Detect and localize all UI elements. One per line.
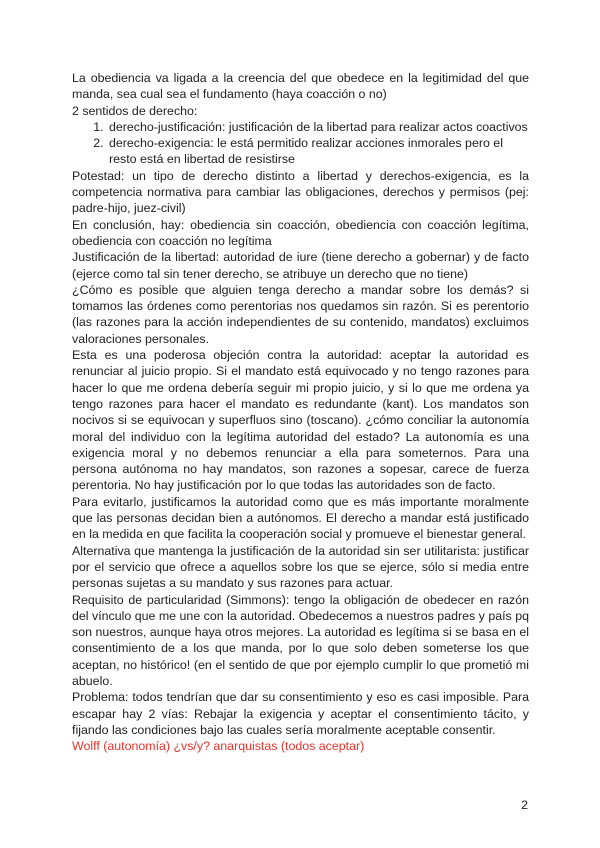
paragraph-particularidad: Requisito de particularidad (Simmons): tengo la obligación de obedecer en razón del vínculo que me une con la autoridad. Obedecemos a nuestros padres y país pq son nuestros, aunque haya otros mejores. La autoridad es legítima si se basa en el consentimiento de a los que manda, por lo que solo deben someterse los que aceptan, no histórico! (en el sentido de que por ejemplo cumplir lo que prometió mi abuelo. <box>72 592 529 688</box>
paragraph-problema: Problema: todos tendrían que dar su consentimiento y eso es casi imposible. Para escapar hay 2 vías: Rebajar la exigencia y aceptar el consentimiento tácito, y fijando las condiciones bajo las cuales sería moralmente aceptable consentir. <box>72 690 529 737</box>
list-item: 2. derecho-exigencia: le está permitido realizar acciones inmorales pero el resto está en libertad de resistirse <box>107 135 529 168</box>
paragraph-obediencia: La obediencia va ligada a la creencia del que obedece en la legitimidad del que manda, sea cual sea el fundamento (haya coacción o no) <box>72 71 529 102</box>
red-note: Wolff (autonomía) ¿vs/y? anarquistas (todos aceptar) <box>72 739 365 754</box>
paragraph-alternativa: Alternativa que mantenga la justificación de la autoridad sin ser utilitarista: justificar por el servicio que ofrece a aquellos sobre los que se ejerce, sólo si media entre personas sujetas a su mandato y sus razones para actuar. <box>72 543 529 591</box>
paragraph-justificacion: Justificación de la libertad: autoridad de iure (tiene derecho a gobernar) y de facto (ejerce como tal sin tener derecho, se atribuye un derecho que no tiene) <box>72 250 529 281</box>
paragraph-objecion: Esta es una poderosa objeción contra la autoridad: aceptar la autoridad es renunciar al juicio propio. Si el mandato está equivocado y no tengo razones para hacer lo que me ordena debería seguir mi propio juicio, y si lo que me ordena ya tengo razones para hacer el mandato es redundante (kant). Los mandatos son nocivos si se equivocan y superfluos sino (toscano). ¿cómo conciliar la autonomía moral del individuo con la legítima autoridad del estado? La autonomía es una exigencia moral y no debemos renunciar a ella para someternos. Para una persona autónoma no hay mandatos, son razones a sopesar, carece de fuerza perentoria. No hay justificación por lo que todas las autoridades son de facto. <box>72 348 529 493</box>
paragraph-sentidos-intro: 2 sentidos de derecho: <box>72 103 198 118</box>
paragraph-potestad: Potestad: un tipo de derecho distinto a libertad y derechos-exigencia, es la competencia normativa para cambiar las obligaciones, derechos y permisos (pej: padre-hijo, juez-civil) <box>72 168 529 216</box>
paragraph-evitarlo: Para evitarlo, justificamos la autoridad como que es más importante moralmente que las personas decidan bien a autónomos. El derecho a mandar está justificado en la medida en que facilita la cooperación social y promueve el bienestar general. <box>72 494 529 542</box>
list-item: 1. derecho-justificación: justificación de la libertad para realizar actos coactivos <box>107 119 529 135</box>
senses-list <box>72 119 529 168</box>
paragraph-pregunta: ¿Cómo es posible que alguien tenga derecho a mandar sobre los demás? si tomamos las órdenes como perentorias nos quedamos sin razón. Si es perentorio (las razones para la acción independientes de su contenido, mandatos) excluimos valoraciones personales. <box>72 282 529 346</box>
paragraph-conclusion: En conclusión, hay: obediencia sin coacción, obediencia con coacción legítima, obediencia con coacción no legítima <box>72 217 529 248</box>
page-number: 2 <box>521 798 528 812</box>
document-body <box>72 70 529 754</box>
